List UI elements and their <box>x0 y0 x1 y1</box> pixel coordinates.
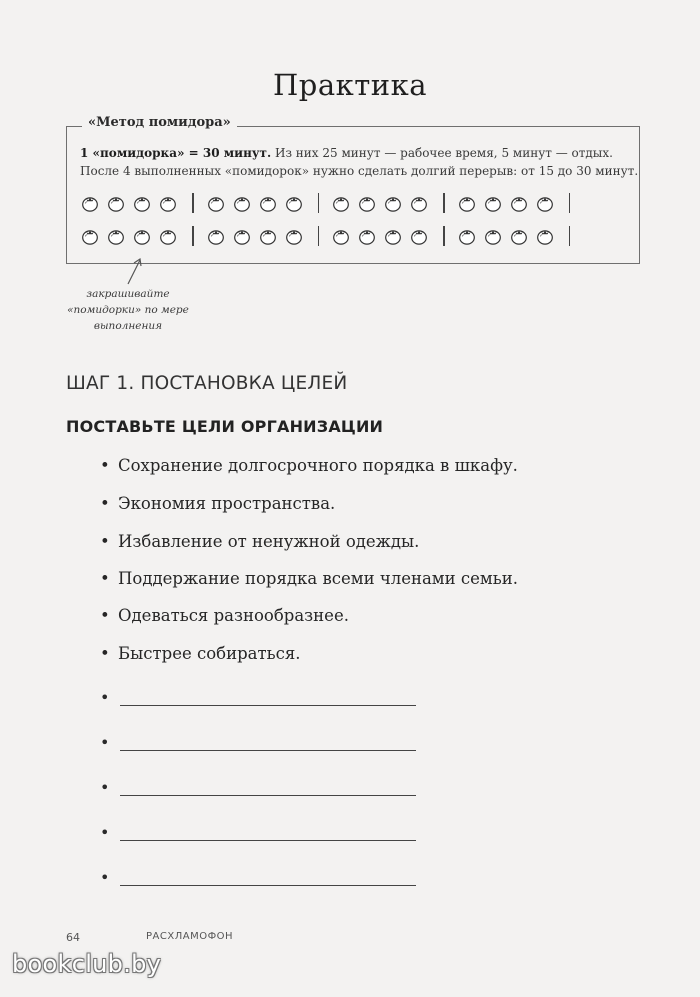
tomato-icon[interactable] <box>409 226 429 246</box>
tomato-icon[interactable] <box>258 226 278 246</box>
blank-goal-line[interactable] <box>100 823 118 845</box>
write-in-line <box>120 795 416 796</box>
tomato-icon[interactable] <box>535 226 555 246</box>
page-number: 64 <box>66 931 80 944</box>
pomodoro-rule-rest: Из них 25 минут — рабочее время, 5 минут — отдых. <box>271 146 613 160</box>
pomodoro-rule-bold: 1 «помидорка» = 30 минут. <box>80 146 272 160</box>
arrow-up-icon <box>118 254 158 288</box>
group-separator <box>569 193 571 213</box>
goals-heading: ПОСТАВЬТЕ ЦЕЛИ ОРГАНИЗАЦИИ <box>66 417 384 436</box>
group-separator <box>318 193 320 213</box>
tomato-row-1 <box>80 192 582 214</box>
write-in-line <box>120 840 416 841</box>
tomato-icon[interactable] <box>483 226 503 246</box>
tomato-icon[interactable] <box>80 193 100 213</box>
tomato-icon[interactable] <box>284 226 304 246</box>
goal-item <box>100 569 518 588</box>
tomato-group <box>457 193 555 213</box>
bullet: • <box>100 644 110 663</box>
tomato-icon[interactable] <box>106 193 126 213</box>
write-in-line <box>120 885 416 886</box>
bullet: • <box>100 778 110 797</box>
tomato-group <box>80 226 178 246</box>
tomato-group <box>331 226 429 246</box>
tomato-icon[interactable] <box>158 193 178 213</box>
goal-item <box>100 532 419 551</box>
bullet: • <box>100 868 110 887</box>
tomato-group <box>206 226 304 246</box>
tomato-group <box>206 193 304 213</box>
goal-text: Экономия пространства. <box>118 494 336 513</box>
tomato-icon[interactable] <box>357 226 377 246</box>
goal-text: Одеваться разнообразнее. <box>118 606 349 625</box>
watermark: bookclub.by <box>12 950 162 978</box>
bullet: • <box>100 532 110 551</box>
blank-goal-line[interactable] <box>100 778 118 800</box>
goal-text: Поддержание порядка всеми членами семьи. <box>118 569 518 588</box>
blank-goal-line[interactable] <box>100 868 118 890</box>
bullet: • <box>100 606 110 625</box>
tomato-group <box>457 226 555 246</box>
tomato-icon[interactable] <box>457 226 477 246</box>
tomato-icon[interactable] <box>232 193 252 213</box>
tomato-icon[interactable] <box>457 193 477 213</box>
tomato-icon[interactable] <box>535 193 555 213</box>
tomato-icon[interactable] <box>258 193 278 213</box>
goal-item <box>100 456 518 475</box>
tomato-icon[interactable] <box>132 193 152 213</box>
bullet: • <box>100 494 110 513</box>
goal-text: Сохранение долгосрочного порядка в шкафу. <box>118 456 518 475</box>
tomato-group <box>331 193 429 213</box>
tomato-icon[interactable] <box>232 226 252 246</box>
blank-goal-line[interactable] <box>100 688 118 710</box>
tomato-icon[interactable] <box>80 226 100 246</box>
group-separator <box>318 226 320 246</box>
tomato-icon[interactable] <box>483 193 503 213</box>
tomato-icon[interactable] <box>409 193 429 213</box>
group-separator <box>443 226 445 246</box>
bullet: • <box>100 456 110 475</box>
group-separator <box>192 193 194 213</box>
tomato-icon[interactable] <box>331 226 351 246</box>
tomato-icon[interactable] <box>106 226 126 246</box>
pomodoro-break-line: После 4 выполненных «помидорок» нужно сделать долгий перерыв: от 15 до 30 минут. <box>80 164 639 178</box>
book-title-footer: РАСХЛАМОФОН <box>146 931 234 942</box>
pomodoro-heading: «Метод помидора» <box>82 115 237 130</box>
bullet: • <box>100 733 110 752</box>
tomato-icon[interactable] <box>509 193 529 213</box>
goal-item <box>100 606 349 625</box>
tomato-icon[interactable] <box>331 193 351 213</box>
write-in-line <box>120 750 416 751</box>
blank-goal-line[interactable] <box>100 733 118 755</box>
bullet: • <box>100 569 110 588</box>
tomato-icon[interactable] <box>158 226 178 246</box>
group-separator <box>569 226 571 246</box>
bullet: • <box>100 823 110 842</box>
bullet: • <box>100 688 110 707</box>
pomodoro-rule-line <box>80 146 613 160</box>
group-separator <box>443 193 445 213</box>
fill-instructions-note: закрашивайте «помидорки» по мере выполнения <box>67 288 189 332</box>
group-separator <box>192 226 194 246</box>
tomato-icon[interactable] <box>383 193 403 213</box>
tomato-icon[interactable] <box>383 226 403 246</box>
step-title: ШАГ 1. ПОСТАНОВКА ЦЕЛЕЙ <box>66 373 348 394</box>
goal-text: Быстрее собираться. <box>118 644 301 663</box>
tomato-icon[interactable] <box>509 226 529 246</box>
tomato-icon[interactable] <box>132 226 152 246</box>
goal-text: Избавление от ненужной одежды. <box>118 532 420 551</box>
page-title: Практика <box>272 68 428 102</box>
goal-item <box>100 644 300 663</box>
goal-item <box>100 494 335 513</box>
tomato-icon[interactable] <box>206 193 226 213</box>
tomato-icon[interactable] <box>284 193 304 213</box>
tomato-row-2 <box>80 225 582 247</box>
tomato-group <box>80 193 178 213</box>
tomato-icon[interactable] <box>357 193 377 213</box>
tomato-icon[interactable] <box>206 226 226 246</box>
write-in-line <box>120 705 416 706</box>
